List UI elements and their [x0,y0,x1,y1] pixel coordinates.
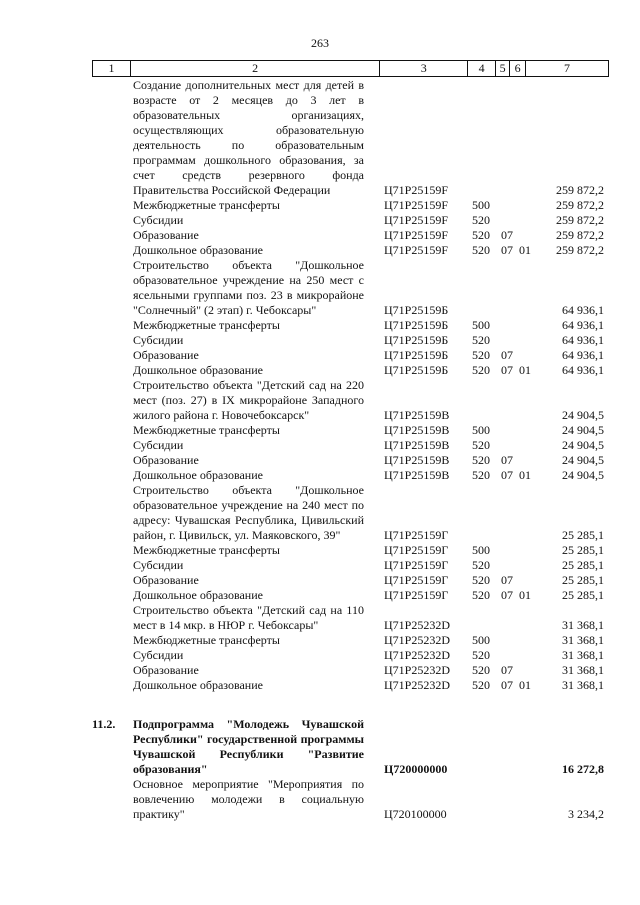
table-row [0,558,640,573]
column-header-7: 7 [526,61,609,77]
row-name: Дошкольное образование [133,468,263,482]
row-subsection: 01 [519,243,531,257]
row-expense-type: 520 [472,588,490,602]
row-amount: 31 368,1 [562,678,604,692]
row-amount: 25 285,1 [562,573,604,587]
row-expense-type: 520 [472,468,490,482]
row-name: Межбюджетные трансферты [133,423,280,437]
budget-table-body [0,78,640,822]
row-name: Дошкольное образование [133,678,263,692]
row-name: Субсидии [133,558,184,572]
row-expense-type: 520 [472,363,490,377]
row-amount: 3 234,2 [568,807,604,821]
row-amount: 31 368,1 [562,633,604,647]
row-name: Строительство объекта "Дошкольное образовательное учреждение на 250 мест с ясельными группами поз. 23 в микрорайоне "Солнечный" (2 этап) г. Чебоксары" [133,258,364,317]
row-code: Ц71P25159Б [384,363,449,377]
row-code: Ц71P25159В [384,468,450,482]
row-amount: 64 936,1 [562,333,604,347]
row-code: Ц71P25159Г [384,558,449,572]
row-name: Субсидии [133,213,184,227]
row-amount: 64 936,1 [562,348,604,362]
row-code: Ц71P25159Г [384,588,449,602]
table-row [0,543,640,558]
table-row [0,663,640,678]
row-amount: 24 904,5 [562,468,604,482]
row-amount: 24 904,5 [562,453,604,467]
row-code: Ц71P25159Г [384,528,449,542]
column-header-row [92,60,609,77]
row-amount: 25 285,1 [562,543,604,557]
row-expense-type: 520 [472,348,490,362]
table-row [0,333,640,348]
row-name: Образование [133,453,199,467]
row-expense-type: 500 [472,633,490,647]
row-amount: 259 872,2 [556,183,604,197]
row-code: Ц720100000 [384,807,447,821]
table-row [0,423,640,438]
row-section: 07 [501,588,513,602]
row-code: Ц71P25232D [384,648,451,662]
row-subsection: 01 [519,678,531,692]
table-row [0,213,640,228]
row-name: Дошкольное образование [133,588,263,602]
row-code: Ц71P25159Б [384,333,449,347]
row-subsection: 01 [519,363,531,377]
row-section: 07 [501,348,513,362]
row-expense-type: 520 [472,438,490,452]
table-row [0,588,640,603]
row-expense-type: 520 [472,213,490,227]
row-amount: 259 872,2 [556,228,604,242]
row-amount: 16 272,8 [562,762,604,776]
row-name: Образование [133,573,199,587]
row-code: Ц71P25159F [384,213,449,227]
row-name: Дошкольное образование [133,243,263,257]
row-code: Ц71P25232D [384,678,451,692]
table-row [0,678,640,693]
row-name: Строительство объекта "Детский сад на 220 мест (поз. 27) в IX микрорайоне Западного жилого района г. Новочебоксарск" [133,378,364,422]
table-row [0,438,640,453]
row-amount: 64 936,1 [562,303,604,317]
row-expense-type: 520 [472,573,490,587]
row-expense-type: 520 [472,663,490,677]
row-amount: 24 904,5 [562,423,604,437]
row-section: 07 [501,243,513,257]
row-expense-type: 520 [472,243,490,257]
row-name: Межбюджетные трансферты [133,633,280,647]
row-amount: 25 285,1 [562,558,604,572]
row-code: Ц71P25159В [384,423,450,437]
row-section: 07 [501,228,513,242]
row-code: Ц71P25159F [384,198,449,212]
row-name: Субсидии [133,648,184,662]
row-code: Ц71P25159В [384,438,450,452]
table-row [0,468,640,483]
row-amount: 259 872,2 [556,243,604,257]
row-amount: 64 936,1 [562,318,604,332]
row-expense-type: 520 [472,453,490,467]
row-name: Строительство объекта "Детский сад на 110 мест в 14 мкр. в НЮР г. Чебоксары" [133,603,364,632]
row-amount: 64 936,1 [562,363,604,377]
row-name: Субсидии [133,333,184,347]
row-name: Строительство объекта "Дошкольное образовательное учреждение на 240 мест по адресу: Чувашская Республика, Цивильский район, г. Цивильск, ул. Маяковского, 39" [133,483,364,542]
row-section: 07 [501,573,513,587]
page-number: 263 [311,36,329,50]
column-header-5: 5 [496,61,510,77]
row-name: Создание дополнительных мест для детей в возрасте от 2 месяцев до 3 лет в образовательных организациях, осуществляющих образовательную деятельность по образовательным программам дошкольного образования, за счет средств резервного фонда Правительства Российской Федерации [133,78,364,197]
row-code: Ц71P25159Г [384,573,449,587]
row-expense-type: 520 [472,648,490,662]
table-row [0,717,640,777]
row-spacer [0,693,640,717]
row-amount: 24 904,5 [562,438,604,452]
table-row [0,453,640,468]
table-row [0,363,640,378]
row-expense-type: 500 [472,318,490,332]
row-expense-type: 500 [472,423,490,437]
row-name: Основное мероприятие "Мероприятия по вовлечению молодежи в социальную практику" [133,777,364,821]
row-code: Ц71P25159В [384,453,450,467]
row-code: Ц720000000 [384,762,448,776]
row-amount: 25 285,1 [562,528,604,542]
row-amount: 31 368,1 [562,618,604,632]
table-row [0,648,640,663]
table-row [0,603,640,633]
table-row [0,633,640,648]
row-name: Межбюджетные трансферты [133,318,280,332]
table-row [0,483,640,543]
row-name: Субсидии [133,438,184,452]
row-name: Образование [133,663,199,677]
table-row [0,78,640,198]
row-amount: 31 368,1 [562,663,604,677]
column-header-2: 2 [130,61,379,77]
row-name: Образование [133,348,199,362]
row-section: 07 [501,663,513,677]
table-row [0,243,640,258]
row-expense-type: 520 [472,228,490,242]
row-code: Ц71P25159Б [384,318,449,332]
row-name: Межбюджетные трансферты [133,198,280,212]
row-number: 11.2. [92,717,116,731]
row-name: Дошкольное образование [133,363,263,377]
row-section: 07 [501,468,513,482]
row-expense-type: 520 [472,558,490,572]
row-code: Ц71P25159Б [384,348,449,362]
row-amount: 31 368,1 [562,648,604,662]
table-row [0,318,640,333]
row-code: Ц71P25159Г [384,543,449,557]
row-code: Ц71P25232D [384,618,451,632]
row-name: Подпрограмма "Молодежь Чувашской Республики" государственной программы Чувашской Республики "Развитие образования" [133,717,364,776]
row-expense-type: 520 [472,333,490,347]
row-code: Ц71P25159F [384,183,449,197]
row-amount: 24 904,5 [562,408,604,422]
table-row [0,348,640,363]
row-amount: 259 872,2 [556,198,604,212]
table-row [0,573,640,588]
row-code: Ц71P25159F [384,243,449,257]
table-row [0,228,640,243]
row-section: 07 [501,678,513,692]
row-section: 07 [501,453,513,467]
row-code: Ц71P25159Б [384,303,449,317]
column-header-6: 6 [510,61,526,77]
row-subsection: 01 [519,588,531,602]
row-expense-type: 500 [472,198,490,212]
table-row [0,378,640,423]
row-amount: 259 872,2 [556,213,604,227]
row-amount: 25 285,1 [562,588,604,602]
table-row [0,198,640,213]
row-code: Ц71P25232D [384,663,451,677]
row-code: Ц71P25159F [384,228,449,242]
row-name: Образование [133,228,199,242]
row-expense-type: 520 [472,678,490,692]
table-row [0,258,640,318]
row-subsection: 01 [519,468,531,482]
column-header-4: 4 [468,61,496,77]
row-code: Ц71P25232D [384,633,451,647]
row-expense-type: 500 [472,543,490,557]
row-section: 07 [501,363,513,377]
table-row [0,777,640,822]
row-code: Ц71P25159В [384,408,450,422]
column-header-1: 1 [93,61,131,77]
column-header-3: 3 [380,61,468,77]
row-name: Межбюджетные трансферты [133,543,280,557]
